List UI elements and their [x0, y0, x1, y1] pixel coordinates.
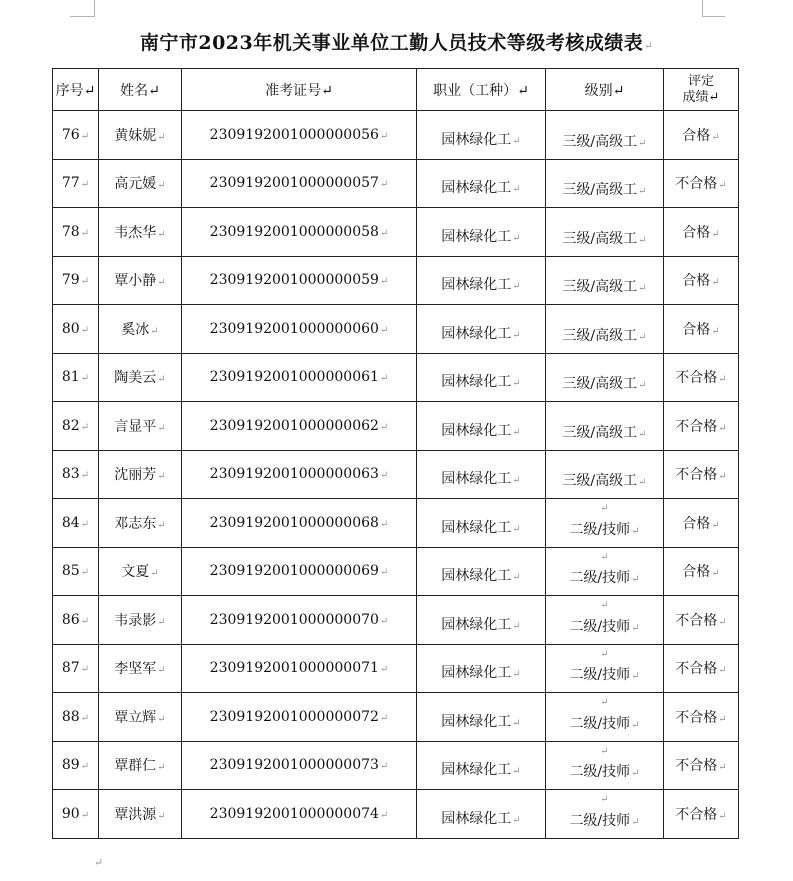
cell-result: 合格↵: [664, 547, 739, 596]
cell-exam-no: 2309192001000000071↵: [182, 644, 417, 693]
cell-name: 邓志东↵: [99, 499, 182, 548]
cell-exam-no: 2309192001000000061↵: [182, 353, 417, 402]
header-exam-no: 准考证号↵: [182, 69, 417, 111]
title-text: 南宁市2023年机关事业单位工勤人员技术等级考核成绩表: [139, 32, 644, 54]
table-row: [53, 547, 739, 596]
cell-name: 言显平↵: [99, 402, 182, 451]
cell-exam-no: 2309192001000000069↵: [182, 547, 417, 596]
cell-result: 不合格↵: [664, 644, 739, 693]
cell-seq: 79↵: [53, 256, 99, 305]
cell-job: 园林绿化工↵: [417, 402, 546, 451]
cell-exam-no: 2309192001000000070↵: [182, 596, 417, 645]
cell-job: 园林绿化工↵: [417, 499, 546, 548]
cell-name: 覃洪源↵: [99, 790, 182, 839]
cell-job: 园林绿化工↵: [417, 741, 546, 790]
cell-level: 三级/高级工↵: [546, 208, 664, 257]
cell-exam-no: 2309192001000000063↵: [182, 450, 417, 499]
cell-name: 奚冰↵: [99, 305, 182, 354]
cell-result: 合格↵: [664, 111, 739, 160]
cell-result: 不合格↵: [664, 159, 739, 208]
cell-seq: 82↵: [53, 402, 99, 451]
header-name: 姓名↵: [99, 69, 182, 111]
header-level: 级别↵: [546, 69, 664, 111]
document-title: [0, 28, 793, 55]
table-row: [53, 741, 739, 790]
cell-level: ↵ 二级/技师↵: [546, 644, 664, 693]
cell-job: 园林绿化工↵: [417, 596, 546, 645]
cell-exam-no: 2309192001000000056↵: [182, 111, 417, 160]
table-row: [53, 450, 739, 499]
cell-result: 不合格↵: [664, 693, 739, 742]
cell-seq: 88↵: [53, 693, 99, 742]
cell-seq: 84↵: [53, 499, 99, 548]
cell-result: 不合格↵: [664, 596, 739, 645]
table-row: [53, 256, 739, 305]
cell-seq: 80↵: [53, 305, 99, 354]
cell-level: 三级/高级工↵: [546, 159, 664, 208]
table-row: [53, 693, 739, 742]
cell-exam-no: 2309192001000000072↵: [182, 693, 417, 742]
cell-seq: 81↵: [53, 353, 99, 402]
cell-result: 合格↵: [664, 305, 739, 354]
cell-result: 合格↵: [664, 499, 739, 548]
table-row: [53, 790, 739, 839]
cell-exam-no: 2309192001000000060↵: [182, 305, 417, 354]
cell-result: 不合格↵: [664, 402, 739, 451]
header-job: 职业（工种）↵: [417, 69, 546, 111]
cell-name: 李坚军↵: [99, 644, 182, 693]
cell-name: 覃立辉↵: [99, 693, 182, 742]
table-row: [53, 305, 739, 354]
cell-seq: 83↵: [53, 450, 99, 499]
cell-exam-no: 2309192001000000062↵: [182, 402, 417, 451]
cell-name: 覃群仁↵: [99, 741, 182, 790]
cell-level: 三级/高级工↵: [546, 256, 664, 305]
cell-level: ↵ 二级/技师↵: [546, 790, 664, 839]
cell-level: 三级/高级工↵: [546, 111, 664, 160]
cell-seq: 76↵: [53, 111, 99, 160]
cell-level: 三级/高级工↵: [546, 353, 664, 402]
cell-name: 陶美云↵: [99, 353, 182, 402]
cell-exam-no: 2309192001000000058↵: [182, 208, 417, 257]
cell-level: ↵ 二级/技师↵: [546, 693, 664, 742]
cell-job: 园林绿化工↵: [417, 790, 546, 839]
cell-name: 沈丽芳↵: [99, 450, 182, 499]
cell-level: 三级/高级工↵: [546, 450, 664, 499]
header-result: 评定 成绩↵: [664, 69, 739, 111]
cell-name: 高元媛↵: [99, 159, 182, 208]
cell-seq: 77↵: [53, 159, 99, 208]
cell-level: 三级/高级工↵: [546, 402, 664, 451]
table-row: [53, 111, 739, 160]
cell-job: 园林绿化工↵: [417, 208, 546, 257]
cell-level: ↵ 二级/技师↵: [546, 499, 664, 548]
cell-job: 园林绿化工↵: [417, 353, 546, 402]
cell-job: 园林绿化工↵: [417, 450, 546, 499]
cell-name: 韦杰华↵: [99, 208, 182, 257]
cell-seq: 78↵: [53, 208, 99, 257]
cell-exam-no: 2309192001000000057↵: [182, 159, 417, 208]
cell-seq: 87↵: [53, 644, 99, 693]
cell-level: 三级/高级工↵: [546, 305, 664, 354]
cell-exam-no: 2309192001000000073↵: [182, 741, 417, 790]
cell-exam-no: 2309192001000000068↵: [182, 499, 417, 548]
cell-name: 黄妹妮↵: [99, 111, 182, 160]
cell-job: 园林绿化工↵: [417, 111, 546, 160]
cell-name: 覃小静↵: [99, 256, 182, 305]
cell-result: 不合格↵: [664, 790, 739, 839]
cell-name: 韦录影↵: [99, 596, 182, 645]
table-header-row: [53, 69, 739, 111]
cell-seq: 89↵: [53, 741, 99, 790]
cell-level: ↵ 二级/技师↵: [546, 596, 664, 645]
cell-job: 园林绿化工↵: [417, 693, 546, 742]
cell-result: 不合格↵: [664, 353, 739, 402]
table-row: [53, 402, 739, 451]
cell-exam-no: 2309192001000000059↵: [182, 256, 417, 305]
cell-exam-no: 2309192001000000074↵: [182, 790, 417, 839]
cell-name: 文夏↵: [99, 547, 182, 596]
table-row: [53, 596, 739, 645]
cell-seq: 86↵: [53, 596, 99, 645]
cell-job: 园林绿化工↵: [417, 256, 546, 305]
cell-job: 园林绿化工↵: [417, 305, 546, 354]
paragraph-mark-icon: ↵: [644, 41, 654, 52]
cell-seq: 85↵: [53, 547, 99, 596]
cell-level: ↵ 二级/技师↵: [546, 741, 664, 790]
header-seq: 序号↵: [53, 69, 99, 111]
table-row: [53, 159, 739, 208]
cell-result: 合格↵: [664, 208, 739, 257]
table-row: [53, 208, 739, 257]
score-table: [52, 68, 739, 839]
page-corner-marker-left: [70, 0, 95, 17]
cell-result: 合格↵: [664, 256, 739, 305]
table-row: [53, 499, 739, 548]
paragraph-mark-icon: ↵: [94, 856, 104, 869]
table-row: [53, 353, 739, 402]
page-corner-marker-right: [702, 0, 725, 17]
table-row: [53, 644, 739, 693]
cell-result: 不合格↵: [664, 741, 739, 790]
cell-job: 园林绿化工↵: [417, 159, 546, 208]
cell-seq: 90↵: [53, 790, 99, 839]
cell-result: 不合格↵: [664, 450, 739, 499]
cell-level: ↵ 二级/技师↵: [546, 547, 664, 596]
cell-job: 园林绿化工↵: [417, 547, 546, 596]
cell-job: 园林绿化工↵: [417, 644, 546, 693]
